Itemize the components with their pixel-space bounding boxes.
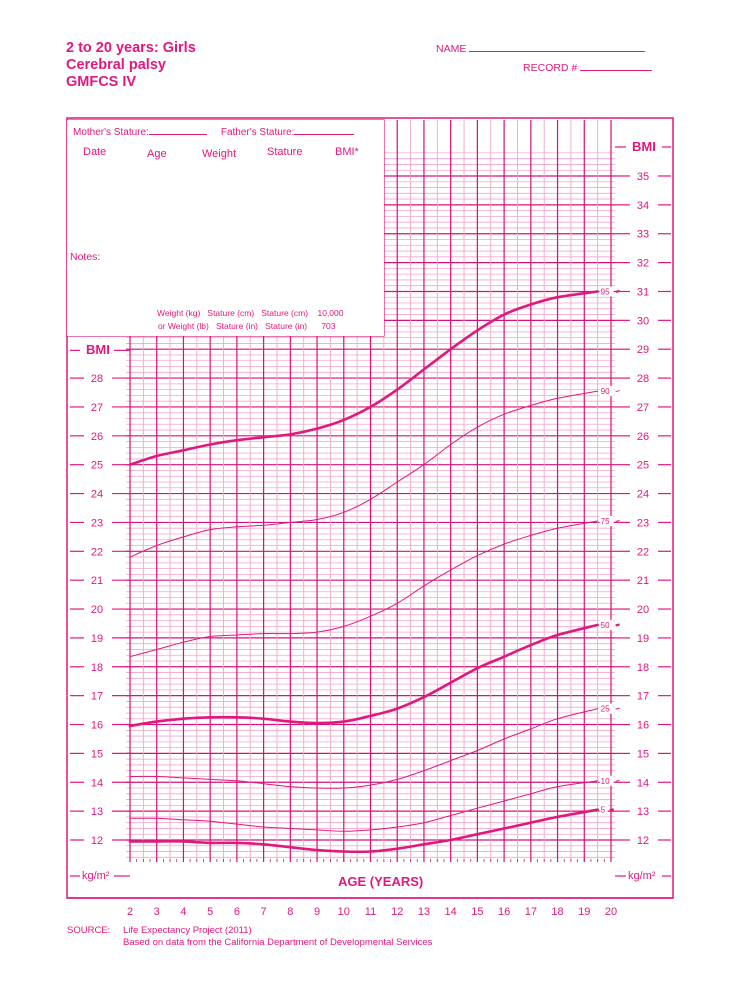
mother-stature-label: Mother's Stature: (73, 127, 149, 138)
right-tick-label: 30 (636, 315, 650, 328)
left-tick-label: 25 (90, 459, 104, 472)
name-label: NAME (436, 43, 467, 55)
left-tick-label: 24 (90, 488, 104, 501)
formula-imperial-factor: 703 (321, 321, 336, 331)
percentile-label-75: 75 (600, 516, 610, 526)
right-tick-label: 14 (636, 777, 650, 790)
left-tick-label: 15 (90, 748, 104, 761)
x-tick-label: 17 (524, 906, 537, 918)
right-tick-label: 19 (636, 632, 650, 645)
notes-area[interactable] (67, 249, 384, 302)
right-tick-label: 34 (636, 199, 650, 212)
percentile-label-10: 10 (600, 776, 610, 786)
x-tick-label: 13 (417, 906, 431, 918)
col-header-stature: Stature (267, 146, 303, 158)
right-tick-label: 24 (636, 488, 650, 501)
left-axis-title: BMI (86, 342, 110, 357)
formula-metric-factor: 10,000 (317, 308, 344, 318)
x-tick-label: 14 (444, 906, 457, 918)
right-tick-label: 17 (636, 690, 650, 703)
left-tick-label: 14 (90, 777, 104, 790)
right-tick-label: 31 (636, 286, 650, 299)
left-axis-unit: kg/m² (82, 870, 110, 882)
right-tick-label: 20 (636, 604, 650, 617)
right-axis-title: BMI (632, 139, 656, 154)
right-tick-label: 25 (636, 459, 650, 472)
form-row-4[interactable] (67, 227, 384, 249)
right-tick-label: 28 (636, 373, 650, 386)
chart-title-line-3: GMFCS IV (66, 74, 137, 90)
left-tick-label: 20 (90, 604, 104, 617)
percentile-curve-75 (130, 521, 598, 657)
left-tick-label: 27 (90, 401, 104, 414)
x-tick-label: 10 (337, 906, 350, 918)
x-tick-label: 5 (207, 906, 214, 918)
x-tick-label: 7 (260, 906, 267, 918)
mother-stature-input[interactable] (149, 126, 207, 135)
percentile-label-50: 50 (600, 620, 610, 630)
right-tick-label: 13 (636, 806, 650, 819)
left-tick-label: 21 (90, 575, 104, 588)
right-tick-label: 27 (636, 401, 650, 414)
col-header-date: Date (83, 146, 107, 158)
x-tick-label: 20 (604, 906, 618, 918)
form-row-2[interactable] (67, 185, 384, 206)
right-tick-label: 16 (636, 719, 650, 732)
right-axis-unit: kg/m² (628, 870, 656, 882)
left-tick-label: 19 (90, 632, 104, 645)
left-tick-label: 28 (90, 373, 104, 386)
percentile-end-mark (610, 809, 614, 810)
left-tick-label: 22 (90, 546, 104, 559)
right-tick-label: 15 (636, 748, 650, 761)
right-tick-label: 18 (636, 661, 650, 674)
x-tick-label: 16 (497, 906, 511, 918)
x-axis-title: AGE (YEARS) (334, 874, 427, 889)
formula-stature-in-1: Stature (in) (215, 321, 258, 331)
left-tick-label: 17 (90, 690, 104, 703)
right-tick-label: 29 (636, 344, 650, 357)
x-tick-label: 15 (471, 906, 484, 918)
source-label: SOURCE: (67, 925, 111, 936)
formula-stature-cm-2: Stature (cm) (261, 308, 309, 318)
record-label: RECORD # (523, 62, 578, 74)
father-stature-input[interactable] (294, 126, 354, 135)
percentile-end-mark (616, 708, 620, 709)
left-tick-label: 23 (90, 517, 104, 530)
x-tick-label: 9 (313, 906, 321, 918)
chart-title-line-2: Cerebral palsy (66, 57, 166, 73)
measurement-form (67, 120, 384, 336)
right-tick-label: 21 (636, 575, 650, 588)
form-row-1[interactable] (67, 163, 384, 185)
right-tick-label: 12 (636, 835, 650, 847)
source-line-1: Life Expectancy Project (2011) (123, 925, 252, 936)
right-tick-label: 23 (636, 517, 650, 530)
percentile-label-90: 90 (600, 387, 610, 397)
formula-line-2 (158, 321, 336, 331)
source-line-2: Based on data from the California Department of Developmental Services (123, 937, 433, 948)
x-tick-label: 2 (126, 906, 134, 918)
left-tick-label: 13 (90, 806, 104, 819)
x-tick-label: 4 (180, 906, 187, 918)
x-tick-label: 12 (391, 906, 404, 918)
x-tick-label: 8 (287, 906, 294, 918)
percentile-curve-50 (130, 625, 598, 726)
formula-weight-kg: Weight (kg) (157, 308, 201, 318)
formula-line-1 (157, 308, 343, 318)
x-tick-label: 11 (364, 906, 377, 918)
percentile-end-mark (616, 780, 620, 781)
left-tick-label: 26 (90, 430, 104, 443)
right-tick-label: 22 (636, 546, 650, 559)
formula-stature-in-2: Stature (in) (265, 321, 308, 331)
form-row-3[interactable] (67, 206, 384, 227)
left-tick-label: 18 (90, 661, 104, 674)
percentile-end-mark (616, 624, 620, 625)
col-header-age: Age (147, 148, 167, 160)
x-tick-label: 3 (153, 906, 160, 918)
percentile-end-mark (616, 391, 620, 392)
left-tick-label: 12 (90, 835, 104, 847)
right-tick-label: 26 (636, 430, 650, 443)
right-tick-label: 35 (636, 170, 650, 183)
formula-stature-cm-1: Stature (cm) (207, 308, 255, 318)
formula-weight-lb: or Weight (lb) (158, 321, 209, 331)
percentile-end-mark (616, 291, 620, 292)
percentile-curve-90 (130, 391, 598, 557)
percentile-label-25: 25 (600, 704, 610, 714)
right-tick-label: 32 (636, 257, 650, 270)
x-tick-label: 18 (551, 906, 564, 918)
percentile-label-95: 95 (600, 287, 610, 297)
col-header-bmi: BMI* (335, 146, 359, 158)
parent-stature-row (73, 126, 390, 138)
col-header-weight: Weight (202, 148, 237, 160)
left-tick-label: 16 (90, 719, 104, 732)
x-tick-label: 6 (233, 906, 240, 918)
x-tick-label: 19 (578, 906, 591, 918)
chart-title-line-1: 2 to 20 years: Girls (66, 40, 196, 56)
father-stature-label: Father's Stature: (220, 127, 295, 138)
percentile-label-5: 5 (600, 805, 606, 815)
percentile-end-mark (616, 520, 620, 521)
notes-label: Notes: (70, 251, 101, 263)
right-tick-label: 33 (636, 228, 650, 241)
